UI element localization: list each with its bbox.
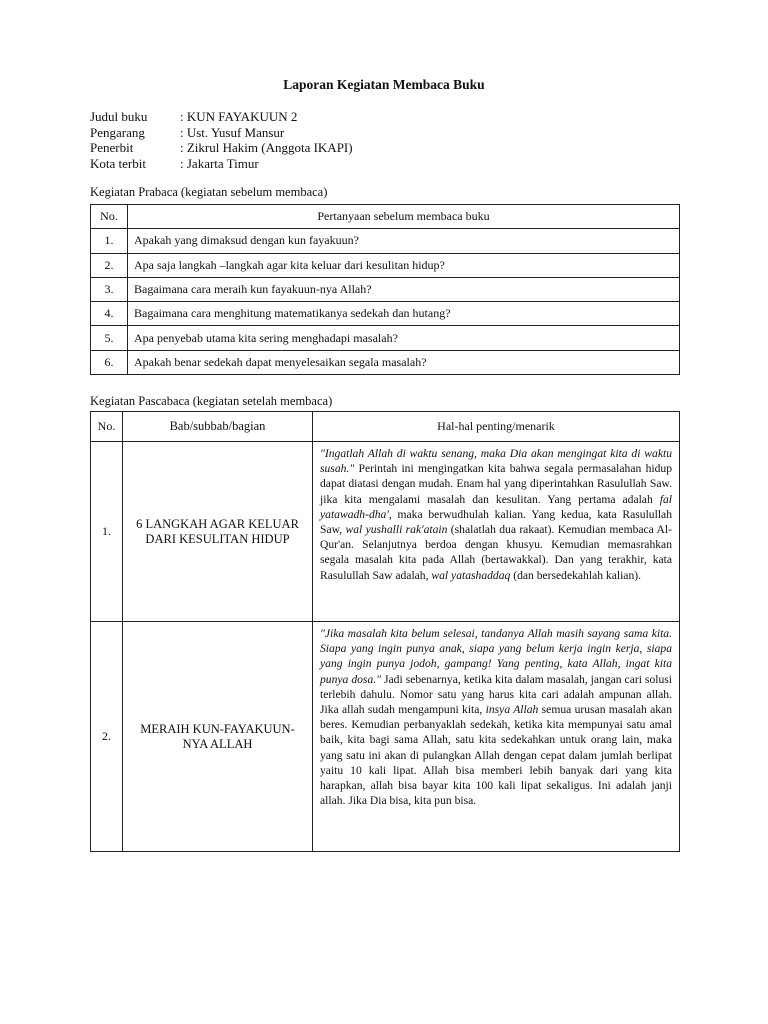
row-question: Apakah benar sedekah dapat menyelesaikan segala masalah? bbox=[128, 350, 680, 374]
row-number: 1. bbox=[91, 229, 128, 253]
table-row bbox=[91, 229, 680, 253]
row-question: Bagaimana cara menghitung matematikanya sedekah dan hutang? bbox=[128, 302, 680, 326]
table-row bbox=[91, 253, 680, 277]
row-question: Apa saja langkah –langkah agar kita keluar dari kesulitan hidup? bbox=[128, 253, 680, 277]
row-number: 2. bbox=[91, 253, 128, 277]
meta-label: Judul buku bbox=[90, 109, 148, 124]
table-row bbox=[91, 442, 680, 622]
notes-text: (shalatlah dua rakaat). Kemudian membaca Al-Qur'an. Selanjutnya berdoa dengan khusyu. Kemudian memasrahkan segala masalah kita pada Allah (bertawakkal). Dan yang terakhir, kata Rasulullah Saw adalah, bbox=[320, 523, 672, 582]
prabaca-table bbox=[90, 204, 680, 375]
meta-value: : Zikrul Hakim (Anggota IKAPI) bbox=[180, 140, 353, 155]
row-number: 4. bbox=[91, 302, 128, 326]
notes-italic-term: insya Allah bbox=[485, 703, 539, 717]
row-notes bbox=[313, 442, 680, 622]
notes-italic-term: fal yatawadh-dha' bbox=[320, 492, 672, 521]
meta-row-judul bbox=[90, 109, 353, 125]
notes-text: Jadi sebenarnya, ketika kita dalam masalah, jangan cari solusi terlebih dahulu. Nomor satu yang harus kita cari adalah ampunan allah. Jika allah sudah mengampuni kita, bbox=[320, 672, 672, 717]
row-notes bbox=[313, 622, 680, 852]
meta-label: Kota terbit bbox=[90, 155, 146, 171]
meta-value: : Jakarta Timur bbox=[180, 155, 259, 171]
notes-text: semua urusan masalah akan beres. Kemudian perbanyaklah sedekah, ketika kita mempunyai satu amal baik, kita bagi sama Allah, satu kita sedekahkan untuk orang lain, maka yang satu ini akan di pulangkan Allah dengan cepat dalam jumlah berlipat yaitu 10 kali lipat. Allah bisa memberi lebih banyak dari yang kita harapkan, allah bisa bayar kita 100 kali lipat sekaligus. Ini adalah janji allah. Jika Dia bisa, kita pun bisa. bbox=[320, 703, 672, 808]
col-header-no: No. bbox=[91, 205, 128, 229]
row-chapter: 6 LANGKAH AGAR KELUAR DARI KESULITAN HIDUP bbox=[123, 442, 313, 622]
notes-italic-term: wal yatashaddaq bbox=[431, 568, 511, 582]
meta-row-penerbit bbox=[90, 140, 353, 156]
col-header-question: Pertanyaan sebelum membaca buku bbox=[128, 205, 680, 229]
meta-value: : Ust. Yusuf Mansur bbox=[180, 124, 285, 140]
meta-label: Penerbit bbox=[90, 140, 134, 155]
pascabaca-table bbox=[90, 411, 680, 852]
table-row bbox=[91, 302, 680, 326]
notes-text: (dan bersedekahlah kalian). bbox=[510, 568, 642, 582]
row-number: 2. bbox=[91, 622, 123, 852]
table-header-row bbox=[91, 412, 680, 442]
meta-row-kota bbox=[90, 156, 353, 172]
table-row bbox=[91, 326, 680, 350]
page-title: Laporan Kegiatan Membaca Buku bbox=[283, 77, 485, 92]
row-chapter: MERAIH KUN-FAYAKUUN-NYA ALLAH bbox=[123, 622, 313, 852]
notes-text: Perintah ini mengingatkan kita bahwa segala permasalahan hidup dapat diatasi dengan mudah. Enam hal yang diperintahkan Rasulullah Saw. jika kita mengalami masalah dan kesulitan. Yang pertama adalah bbox=[320, 462, 672, 506]
row-number: 3. bbox=[91, 277, 128, 301]
col-header-hal: Hal-hal penting/menarik bbox=[313, 412, 680, 442]
book-metadata bbox=[90, 109, 353, 171]
table-row bbox=[91, 350, 680, 374]
notes-quote: "Jika masalah kita belum selesai, tandanya Allah masih sayang sama kita. Siapa yang ingin punya anak, siapa yang belum kerja ingin kerja, siapa yang ingin punya jodoh, gampang! Yang penting, kata Allah, ingat kita punya dosa." bbox=[320, 627, 672, 686]
meta-value: : KUN FAYAKUUN 2 bbox=[180, 109, 298, 124]
table-header-row bbox=[91, 205, 680, 229]
row-number: 1. bbox=[91, 442, 123, 622]
row-question: Apa penyebab utama kita sering menghadapi masalah? bbox=[128, 326, 680, 350]
notes-text: , maka berwudhulah kalian. Yang kedua, kata Rasulullah Saw, bbox=[320, 507, 672, 537]
row-question: Apakah yang dimaksud dengan kun fayakuun? bbox=[128, 229, 680, 253]
row-number: 5. bbox=[91, 326, 128, 350]
row-question: Bagaimana cara meraih kun fayakuun-nya Allah? bbox=[128, 277, 680, 301]
col-header-bab: Bab/subbab/bagian bbox=[123, 412, 313, 442]
meta-row-pengarang bbox=[90, 125, 353, 141]
meta-label: Pengarang bbox=[90, 124, 145, 140]
pascabaca-caption: Kegiatan Pascabaca (kegiatan setelah membaca) bbox=[90, 394, 333, 408]
notes-quote: "Ingatlah Allah di waktu senang, maka Dia akan mengingat kita di waktu susah." bbox=[320, 447, 672, 476]
notes-italic-term: wal yushalli rak'atain bbox=[345, 523, 448, 537]
table-row bbox=[91, 277, 680, 301]
col-header-no: No. bbox=[91, 412, 123, 442]
prabaca-caption: Kegiatan Prabaca (kegiatan sebelum membaca) bbox=[90, 185, 328, 199]
table-row bbox=[91, 622, 680, 852]
row-number: 6. bbox=[91, 350, 128, 374]
